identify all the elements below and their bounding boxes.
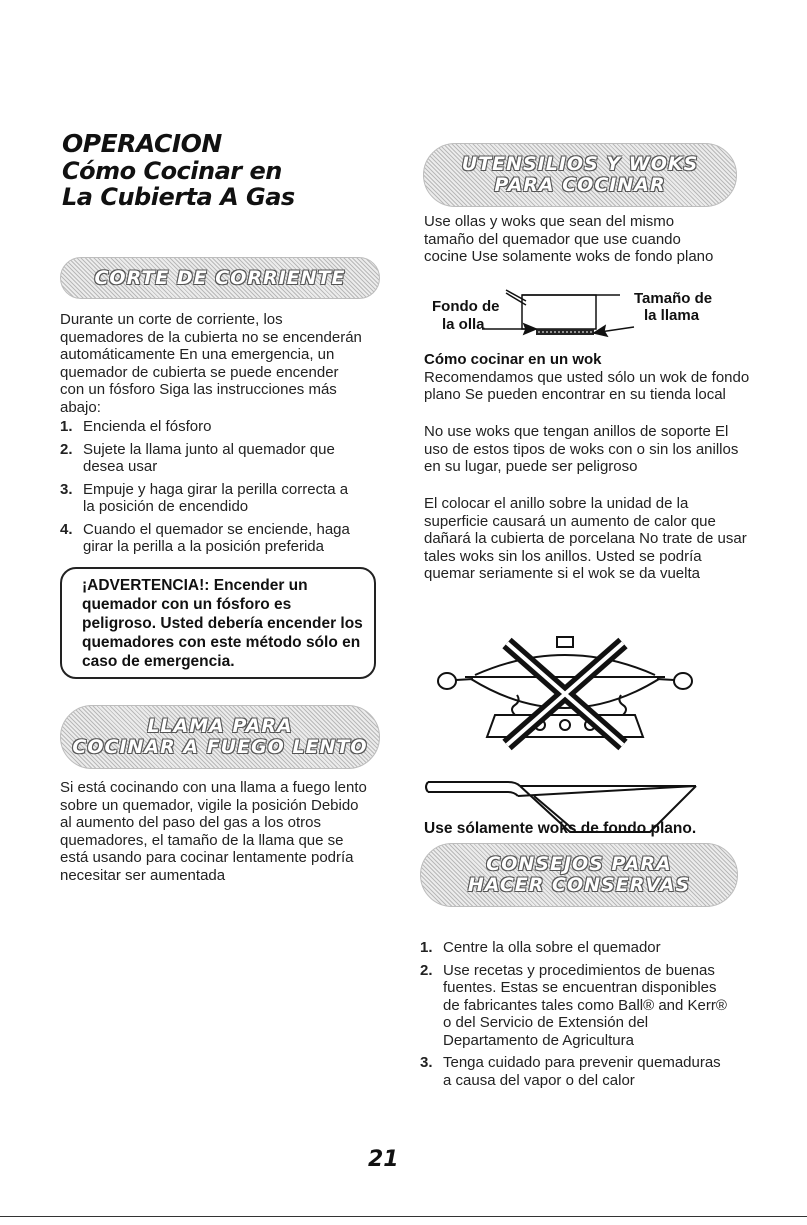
power-failure-banner bbox=[60, 257, 380, 299]
pan-size-diagram bbox=[424, 283, 744, 343]
utensils-banner-line-1: UTENSILIOS Y WOKS bbox=[461, 153, 699, 175]
title-operacion: OPERACION bbox=[62, 129, 222, 158]
bottom-rule bbox=[0, 1216, 807, 1217]
low-flame-banner bbox=[60, 705, 380, 769]
utensils-intro: Use ollas y woks que sean del mismo tamaño del quemador que use cuando cocine Use solamente woks de fondo plano bbox=[424, 213, 714, 265]
canning-banner bbox=[420, 843, 738, 907]
canning-steps bbox=[420, 939, 730, 1094]
list-item: 4. Cuando el quemador se enciende, haga girar la perilla a la posición preferida bbox=[60, 520, 350, 555]
low-flame-text: Si está cocinando con una llama a fuego lento sobre un quemador, vigile la posición Debido al aumento del paso del gas a los otros quemadores, el tamaño de la llama que se está usando para cocinar lentamente podría necesitar ser aumentada bbox=[60, 779, 367, 884]
power-failure-steps bbox=[60, 418, 360, 561]
canning-banner-line-1: CONSEJOS PARA bbox=[486, 853, 672, 875]
label-flame-size-2: la llama bbox=[644, 307, 700, 324]
list-item: 1. Centre la olla sobre el quemador bbox=[420, 939, 661, 956]
canning-banner-line-2: HACER CONSERVAS bbox=[467, 874, 691, 896]
label-pan-bottom-2: la olla bbox=[442, 316, 485, 333]
wok-paragraph-2: No use woks que tengan anillos de soporte El uso de estos tipos de woks con o sin los anillos en su lugar, puede ser peligroso bbox=[424, 423, 739, 475]
wok-heading: Cómo cocinar en un wok bbox=[424, 351, 602, 368]
wok-paragraph-3: El colocar el anillo sobre la unidad de la superficie causará un aumento de calor que dañará la cubierta de porcelana No trate de usar tales woks sin los anillos. Usted se podría quemar seriamente si el wok se da vuelta bbox=[424, 495, 747, 582]
list-item: 2. Use recetas y procedimientos de buenas fuentes. Estas se encuentran disponibles de fabricantes tales como Ball® and Kerr® o del Servicio de Extensión del Departamento de Agricultura bbox=[420, 961, 727, 1049]
label-flame-size-1: Tamaño de bbox=[634, 290, 713, 307]
round-wok-crossed-out-image bbox=[425, 625, 705, 755]
low-flame-banner-line-2: COCINAR A FUEGO LENTO bbox=[72, 736, 368, 758]
warning-box: ¡ADVERTENCIA!: Encender un quemador con un fósforo es peligroso. Usted debería encender los quemadores con este método sólo en caso de emergencia. bbox=[60, 567, 376, 679]
list-item: 3. Tenga cuidado para prevenir quemaduras a causa del vapor o del calor bbox=[420, 1054, 721, 1089]
list-item: 3. Empuje y haga girar la perilla correcta a la posición de encendido bbox=[60, 480, 349, 515]
flame-icon bbox=[536, 329, 594, 335]
list-item: 2. Sujete la llama junto al quemador que desea usar bbox=[60, 440, 335, 475]
flat-wok-caption: Use sólamente woks de fondo plano. bbox=[424, 820, 697, 837]
page-title bbox=[62, 130, 295, 210]
list-item: 1. Encienda el fósforo bbox=[60, 418, 212, 435]
wok-paragraph-1: Recomendamos que usted sólo un wok de fondo plano Se pueden encontrar en su tienda local bbox=[424, 368, 750, 403]
power-failure-banner-text: CORTE DE CORRIENTE bbox=[94, 266, 346, 289]
title-line-2: Cómo Cocinar en bbox=[62, 156, 282, 185]
wok-section bbox=[424, 351, 754, 404]
label-pan-bottom-1: Fondo de bbox=[432, 298, 500, 315]
utensils-banner bbox=[423, 143, 737, 207]
utensils-banner-line-2: PARA COCINAR bbox=[494, 174, 666, 196]
low-flame-banner-line-1: LLAMA PARA bbox=[147, 715, 293, 737]
power-failure-intro: Durante un corte de corriente, los quemadores de la cubierta no se encenderán automáticamente En una emergencia, un quemador de cubierta se puede encender con un fósforo Siga las instrucciones más abajo: bbox=[60, 311, 362, 416]
page-number: 21 bbox=[368, 1147, 399, 1172]
title-line-3: La Cubierta A Gas bbox=[62, 182, 295, 211]
